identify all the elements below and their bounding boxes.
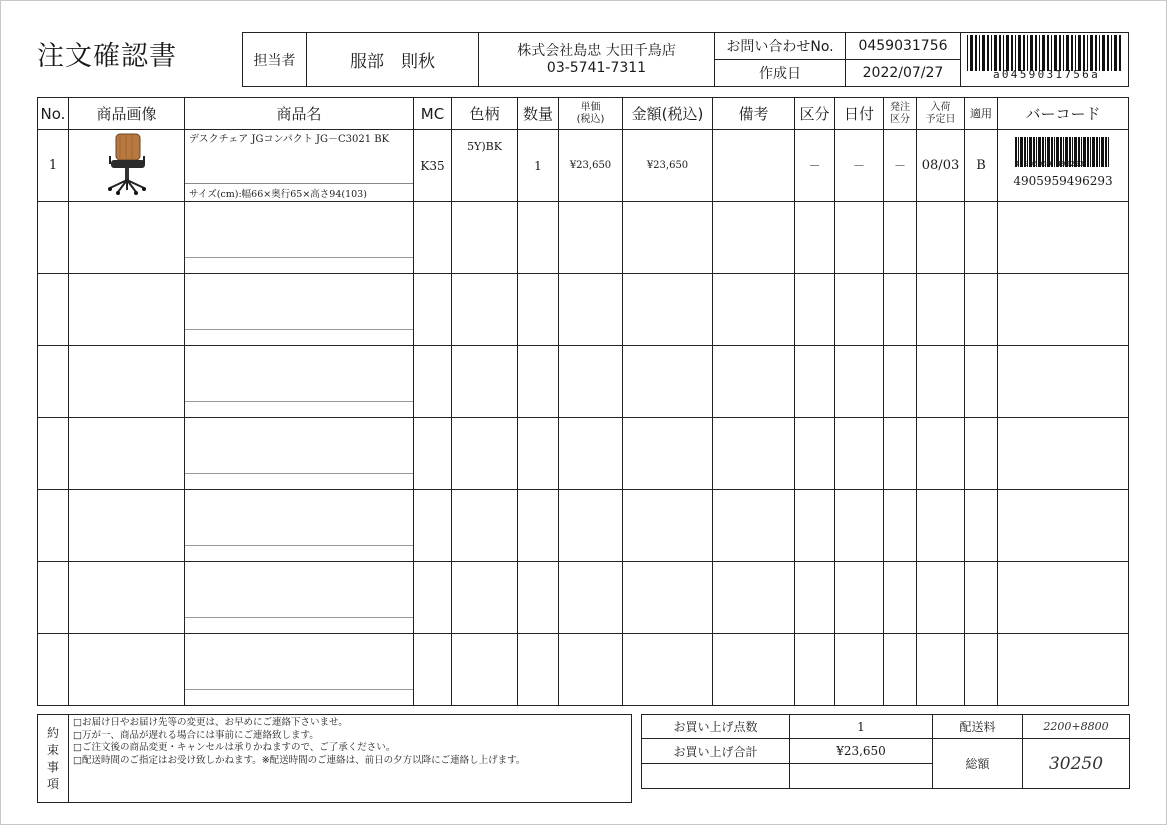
barcode-bar	[1075, 35, 1076, 71]
empty-cell	[414, 418, 452, 490]
empty-cell	[884, 418, 917, 490]
barcode-bar	[1090, 137, 1091, 167]
empty-cell	[518, 418, 559, 490]
empty-cell	[713, 274, 795, 346]
empty-cell	[69, 490, 185, 562]
empty-cell	[559, 562, 623, 634]
barcode-bar	[1054, 35, 1057, 71]
table-row	[38, 274, 1129, 346]
barcode-bar	[1059, 35, 1061, 71]
empty-cell	[623, 346, 713, 418]
barcode-bar	[1087, 35, 1088, 71]
row-barcode-number: 4905959496293	[1013, 174, 1113, 188]
row-no: 1	[38, 130, 69, 202]
col-color: 色柄	[452, 98, 518, 130]
created-date: 2022/07/27	[846, 60, 961, 87]
row-apply: B	[965, 130, 998, 202]
barcode-bar	[1023, 35, 1025, 71]
summary-table	[641, 714, 1130, 789]
col-name: 商品名	[185, 98, 414, 130]
empty-cell	[795, 634, 835, 706]
total-value: ¥23,650	[790, 739, 933, 764]
empty-cell	[884, 202, 917, 274]
col-mc: MC	[414, 98, 452, 130]
barcode-bar	[1108, 137, 1109, 167]
empty-cell	[38, 562, 69, 634]
empty-cell	[965, 346, 998, 418]
empty-cell	[452, 490, 518, 562]
empty-cell	[518, 202, 559, 274]
name-size-divider	[185, 473, 413, 474]
row-note	[713, 130, 795, 202]
barcode-bar	[991, 35, 992, 71]
row-barcode-digits: 4 905959 496293	[1015, 160, 1111, 168]
empty-cell	[414, 490, 452, 562]
terms-table	[37, 714, 632, 803]
name-size-divider	[185, 545, 413, 546]
barcode-bar	[967, 35, 968, 71]
barcode-bar	[1042, 35, 1045, 71]
barcode-bar	[1047, 35, 1049, 71]
barcode-bar	[1039, 35, 1040, 71]
empty-cell	[452, 274, 518, 346]
terms-label: 約 束 事 項	[38, 715, 69, 803]
product-name: デスクチェア JGコンパクト JG－C3021 BK	[189, 134, 390, 145]
empty-cell	[185, 346, 414, 418]
col-qty: 数量	[518, 98, 559, 130]
store-name: 株式会社島忠 大田千鳥店	[479, 33, 715, 60]
col-order-category: 発注 区分	[884, 98, 917, 130]
barcode-bar	[1099, 35, 1100, 71]
row-date: －	[835, 130, 884, 202]
barcode-bar	[1051, 35, 1052, 71]
empty-cell	[998, 202, 1129, 274]
empty-cell	[835, 346, 884, 418]
header-info-table	[242, 32, 1129, 87]
empty-cell	[518, 346, 559, 418]
shipping-label: 配送料	[933, 715, 1023, 739]
store-phone: 03-5741-7311	[479, 60, 715, 87]
barcode-bar	[1101, 137, 1104, 167]
row-category: －	[795, 130, 835, 202]
empty-cell	[713, 634, 795, 706]
empty-cell	[917, 202, 965, 274]
empty-cell	[713, 346, 795, 418]
empty-cell	[414, 202, 452, 274]
product-size: サイズ(cm):幅66×奥行65×高さ94(103)	[185, 183, 413, 200]
empty-cell	[998, 346, 1129, 418]
empty-cell	[713, 418, 795, 490]
row-qty: 1	[518, 130, 559, 202]
row-amount: ¥23,650	[623, 130, 713, 202]
empty-cell	[884, 562, 917, 634]
empty-cell	[185, 202, 414, 274]
table-row	[38, 130, 1129, 202]
barcode-bar	[982, 35, 985, 71]
col-amount: 金額(税込)	[623, 98, 713, 130]
barcode-bar	[987, 35, 989, 71]
empty-cell	[835, 562, 884, 634]
inquiry-number: 0459031756	[846, 33, 961, 60]
empty-cell	[998, 418, 1129, 490]
barcode-bar	[1105, 137, 1107, 167]
header-barcode-bars	[967, 35, 1125, 71]
shipping-handwritten: 2200+8800	[1023, 715, 1130, 739]
empty-cell	[795, 562, 835, 634]
empty-cell	[623, 202, 713, 274]
barcode-bar	[1102, 35, 1105, 71]
inquiry-label: お問い合わせNo.	[715, 33, 846, 60]
empty-cell	[795, 490, 835, 562]
empty-cell	[38, 490, 69, 562]
barcode-bar	[999, 35, 1001, 71]
name-size-divider	[185, 617, 413, 618]
empty-cell	[884, 274, 917, 346]
empty-cell	[884, 490, 917, 562]
empty-cell	[884, 634, 917, 706]
empty-cell	[835, 490, 884, 562]
empty-cell	[623, 418, 713, 490]
table-row	[38, 418, 1129, 490]
order-table-header	[38, 98, 1129, 130]
barcode-bar	[970, 35, 973, 71]
name-size-divider	[185, 401, 413, 402]
row-mc: K35	[414, 130, 452, 202]
empty-cell	[917, 418, 965, 490]
terms-list	[69, 715, 632, 803]
barcode-bar	[1095, 35, 1097, 71]
empty-cell	[998, 562, 1129, 634]
barcode-bar	[1090, 35, 1093, 71]
empty-cell	[965, 490, 998, 562]
barcode-bar	[1107, 35, 1109, 71]
empty-cell	[185, 634, 414, 706]
terms-line: □ご注文後の商品変更・キャンセルは承りかねますので、ご了承ください。	[73, 742, 396, 753]
staff-name: 服部 則秋	[307, 33, 479, 87]
empty-cell	[452, 202, 518, 274]
empty-cell	[795, 202, 835, 274]
empty-cell	[518, 562, 559, 634]
empty-cell	[452, 418, 518, 490]
empty-cell	[185, 562, 414, 634]
empty-cell	[559, 346, 623, 418]
empty-cell	[559, 418, 623, 490]
barcode-bar	[1119, 35, 1121, 71]
summary-empty-cell	[642, 764, 790, 789]
col-image: 商品画像	[69, 98, 185, 130]
terms-line: □お届け日やお届け先等の変更は、お早めにご連絡下さいませ。	[73, 717, 348, 728]
table-row	[38, 346, 1129, 418]
empty-cell	[185, 490, 414, 562]
col-date: 日付	[835, 98, 884, 130]
name-size-divider	[185, 329, 413, 330]
barcode-bar	[1018, 35, 1021, 71]
empty-cell	[917, 274, 965, 346]
barcode-bar	[1030, 35, 1033, 71]
empty-cell	[965, 418, 998, 490]
empty-cell	[559, 274, 623, 346]
empty-cell	[69, 274, 185, 346]
empty-cell	[835, 202, 884, 274]
empty-cell	[452, 346, 518, 418]
empty-cell	[69, 634, 185, 706]
name-size-divider	[185, 257, 413, 258]
empty-cell	[185, 418, 414, 490]
summary-empty-cell	[790, 764, 933, 789]
empty-cell	[713, 562, 795, 634]
barcode-bar	[975, 35, 977, 71]
empty-cell	[518, 490, 559, 562]
barcode-bar	[1011, 35, 1013, 71]
empty-cell	[518, 274, 559, 346]
table-row	[38, 562, 1129, 634]
col-apply: 適用	[965, 98, 998, 130]
empty-cell	[69, 202, 185, 274]
col-unit-price: 単価 (税込)	[559, 98, 623, 130]
staff-label: 担当者	[243, 33, 307, 87]
empty-cell	[69, 562, 185, 634]
empty-cell	[414, 562, 452, 634]
table-row	[38, 634, 1129, 706]
table-row	[38, 490, 1129, 562]
barcode-bar	[1078, 35, 1081, 71]
barcode-bar	[1003, 35, 1004, 71]
col-arrival: 入荷 予定日	[917, 98, 965, 130]
empty-cell	[559, 490, 623, 562]
empty-cell	[559, 634, 623, 706]
empty-cell	[965, 274, 998, 346]
empty-cell	[38, 634, 69, 706]
barcode-bar	[979, 35, 980, 71]
row-color: 5Y)BK	[452, 130, 518, 202]
total-label: お買い上げ合計	[642, 739, 790, 764]
empty-cell	[623, 562, 713, 634]
terms-line: □万が一、商品が遅れる場合には事前にご連絡致します。	[73, 729, 319, 741]
empty-cell	[713, 202, 795, 274]
empty-cell	[414, 634, 452, 706]
empty-cell	[69, 418, 185, 490]
barcode-bar	[1099, 137, 1100, 167]
empty-cell	[713, 490, 795, 562]
empty-cell	[917, 562, 965, 634]
col-barcode: バーコード	[998, 98, 1129, 130]
created-label: 作成日	[715, 60, 846, 87]
document-title: 注文確認書	[37, 41, 177, 72]
order-table	[37, 97, 1129, 706]
empty-cell	[795, 418, 835, 490]
grand-total-handwritten: 30250	[1023, 739, 1130, 789]
empty-cell	[795, 346, 835, 418]
empty-cell	[965, 202, 998, 274]
empty-cell	[185, 274, 414, 346]
office-chair-icon	[102, 132, 152, 196]
empty-cell	[835, 274, 884, 346]
barcode-bar	[1092, 137, 1095, 167]
empty-cell	[998, 274, 1129, 346]
empty-cell	[835, 634, 884, 706]
empty-cell	[452, 562, 518, 634]
empty-cell	[518, 634, 559, 706]
product-image	[69, 130, 185, 202]
col-note: 備考	[713, 98, 795, 130]
row-order-category: －	[884, 130, 917, 202]
header-barcode	[961, 33, 1129, 87]
barcode-bar	[994, 35, 997, 71]
row-barcode-cell	[998, 130, 1129, 202]
empty-cell	[623, 634, 713, 706]
empty-cell	[38, 418, 69, 490]
table-row	[38, 202, 1129, 274]
empty-cell	[998, 634, 1129, 706]
col-no: No.	[38, 98, 69, 130]
empty-cell	[917, 490, 965, 562]
empty-cell	[917, 634, 965, 706]
empty-cell	[965, 562, 998, 634]
barcode-bar	[1096, 137, 1098, 167]
barcode-bar	[1087, 137, 1089, 167]
empty-cell	[917, 346, 965, 418]
grand-total-label: 総額	[933, 739, 1023, 789]
empty-cell	[998, 490, 1129, 562]
col-category: 区分	[795, 98, 835, 130]
barcode-bar	[1063, 35, 1064, 71]
header-barcode-text: a0459031756a	[992, 68, 1101, 81]
row-unit-price: ¥23,650	[559, 130, 623, 202]
barcode-bar	[1083, 35, 1085, 71]
empty-cell	[38, 346, 69, 418]
barcode-bar	[1027, 35, 1028, 71]
barcode-bar	[1035, 35, 1037, 71]
empty-cell	[835, 418, 884, 490]
barcode-bar	[1114, 35, 1117, 71]
name-size-divider	[185, 689, 413, 690]
empty-cell	[559, 202, 623, 274]
empty-cell	[884, 346, 917, 418]
terms-line: □配送時間のご指定はお受け致しかねます。※配送時間のご連絡は、前日の夕方以降にご連絡し上げます。	[73, 754, 526, 766]
empty-cell	[452, 634, 518, 706]
empty-cell	[414, 274, 452, 346]
empty-cell	[795, 274, 835, 346]
empty-cell	[623, 490, 713, 562]
barcode-bar	[1015, 35, 1016, 71]
barcode-bar	[1111, 35, 1112, 71]
empty-cell	[965, 634, 998, 706]
empty-cell	[414, 346, 452, 418]
empty-cell	[69, 346, 185, 418]
empty-cell	[38, 202, 69, 274]
count-label: お買い上げ点数	[642, 715, 790, 739]
barcode-bar	[1006, 35, 1009, 71]
barcode-bar	[1071, 35, 1073, 71]
empty-cell	[38, 274, 69, 346]
row-arrival: 08/03	[917, 130, 965, 202]
empty-cell	[623, 274, 713, 346]
barcode-bar	[1066, 35, 1069, 71]
count-value: 1	[790, 715, 933, 739]
product-name-cell	[185, 130, 414, 202]
